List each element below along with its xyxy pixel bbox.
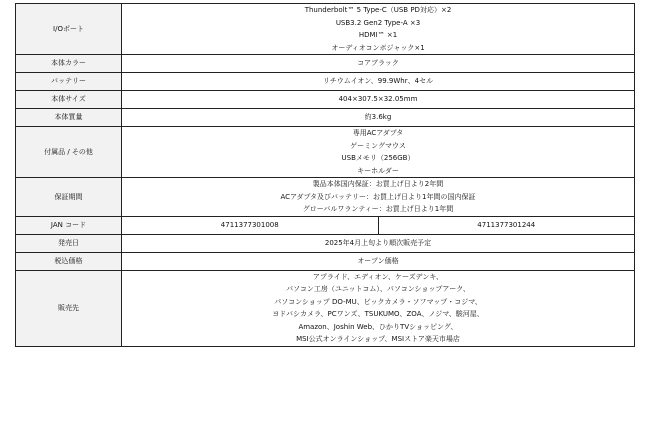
value-warranty [122, 178, 635, 217]
value-release-date: 2025年4月上旬より順次販売予定 [122, 234, 635, 252]
label-warranty: 保証期間 [16, 178, 122, 217]
label-body-size: 本体サイズ [16, 91, 122, 109]
label-price: 税込価格 [16, 252, 122, 270]
io-port-line: オーディオコンボジャック×1 [331, 43, 425, 52]
retailer-line: パソコンショップ DO-MU、ビックカメラ・ソフマップ・コジマ、 [274, 297, 482, 306]
row-retailers [16, 270, 635, 346]
row-body-size [16, 91, 635, 109]
row-accessories [16, 127, 635, 178]
value-retailers [122, 270, 635, 346]
retailer-line: アプライド、エディオン、ケーズデンキ、 [312, 272, 444, 281]
label-release-date: 発売日 [16, 234, 122, 252]
retailer-line: MSI公式オンラインショップ、MSIストア楽天市場店 [296, 335, 460, 343]
value-io-ports [122, 4, 635, 55]
warranty-line: グローバルワランティー：お買上げ日より1年間 [302, 205, 454, 213]
label-retailers: 販売先 [16, 270, 122, 346]
value-accessories [122, 127, 635, 178]
value-body-size: 404×307.5×32.05mm [122, 91, 635, 109]
spec-table [15, 3, 635, 347]
row-body-color [16, 55, 635, 73]
accessory-line: キーホルダー [357, 166, 399, 175]
label-body-color: 本体カラー [16, 55, 122, 73]
row-jan-code [16, 216, 635, 234]
label-body-weight: 本体質量 [16, 109, 122, 127]
value-jan-code-1: 4711377301008 [122, 216, 379, 234]
row-io-ports [16, 4, 635, 55]
accessory-line: 専用ACアダプタ [352, 129, 404, 137]
warranty-line: ACアダプタ及びバッテリー：お買上げ日より1年間の国内保証 [280, 192, 476, 201]
value-body-weight: 約3.6kg [122, 109, 635, 127]
label-accessories: 付属品 / その他 [16, 127, 122, 178]
value-jan-code-2: 4711377301244 [378, 216, 635, 234]
value-body-color: コアブラック [122, 55, 635, 73]
io-port-line: Thunderbolt™ 5 Type-C（USB PD対応）×2 [304, 6, 452, 14]
retailer-line: Amazon、Joshin Web、ひかりTVショッピング、 [298, 322, 458, 331]
label-jan-code: JAN コード [16, 216, 122, 234]
row-body-weight [16, 109, 635, 127]
label-io-ports: I/Oポート [16, 4, 122, 55]
label-battery: バッテリー [16, 73, 122, 91]
row-price [16, 252, 635, 270]
row-battery [16, 73, 635, 91]
retailer-line: ヨドバシカメラ、PCワンズ、TSUKUMO、ZOA、ノジマ、駿河屋、 [272, 310, 484, 318]
io-port-line: HDMI™ ×1 [358, 31, 398, 39]
accessory-line: ゲーミングマウス [350, 141, 406, 150]
row-warranty [16, 178, 635, 217]
retailer-line: パソコン工房（ユニットコム）、パソコンショップアーク、 [286, 285, 470, 293]
row-release-date [16, 234, 635, 252]
value-battery: リチウムイオン、99.9Whr、4セル [122, 73, 635, 91]
warranty-line: 製品本体国内保証：お買上げ日より2年間 [312, 180, 444, 188]
value-price: オープン価格 [122, 252, 635, 270]
accessory-line: USBメモリ（256GB） [341, 154, 415, 162]
io-port-line: USB3.2 Gen2 Type-A ×3 [335, 18, 421, 27]
